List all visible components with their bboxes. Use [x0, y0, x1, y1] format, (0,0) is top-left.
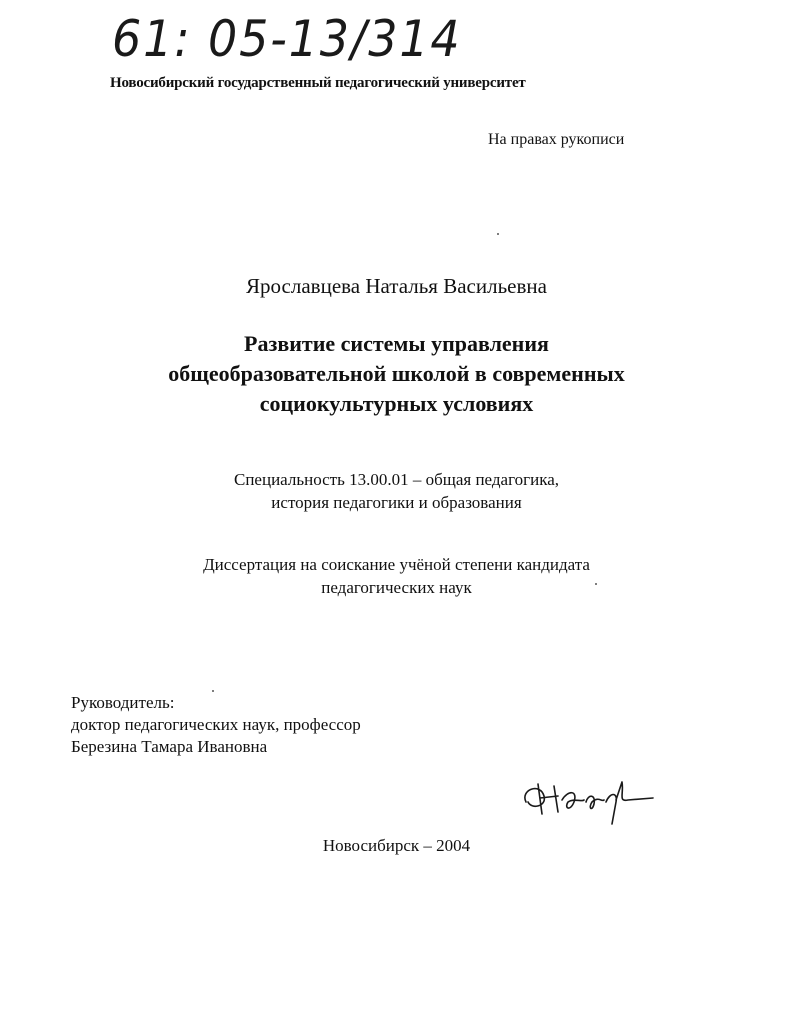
title-line: общеобразовательной школой в современных: [168, 361, 625, 386]
archive-code-handwritten: 61: 05-13/314: [112, 10, 462, 68]
specialty-line: Специальность 13.00.01 – общая педагогика,: [234, 470, 559, 489]
scan-speck: [212, 690, 214, 692]
degree-line: Диссертация на соискание учёной степени кандидата: [203, 555, 590, 574]
author-name: Ярославцева Наталья Васильевна: [246, 274, 547, 298]
handwritten-signature: [518, 772, 668, 832]
title-line: Развитие системы управления: [244, 331, 549, 356]
supervisor-heading: Руководитель:: [71, 693, 175, 712]
supervisor-block: [71, 692, 361, 758]
scan-speck: [497, 233, 499, 235]
degree-line: педагогических наук: [321, 578, 472, 597]
city-year: Новосибирск – 2004: [322, 836, 471, 855]
dissertation-degree: [0, 553, 793, 599]
scan-speck: [595, 583, 597, 585]
title-line: социокультурных условиях: [259, 391, 534, 416]
rights-note: На правах рукописи: [488, 131, 625, 148]
specialty: [0, 468, 793, 514]
university-name: Новосибирский государственный педагогический университет: [110, 75, 526, 91]
specialty-line: история педагогики и образования: [271, 493, 522, 512]
supervisor-name: Березина Тамара Ивановна: [71, 737, 268, 756]
supervisor-degree: доктор педагогических наук, профессор: [71, 715, 361, 734]
dissertation-title: [0, 329, 793, 419]
